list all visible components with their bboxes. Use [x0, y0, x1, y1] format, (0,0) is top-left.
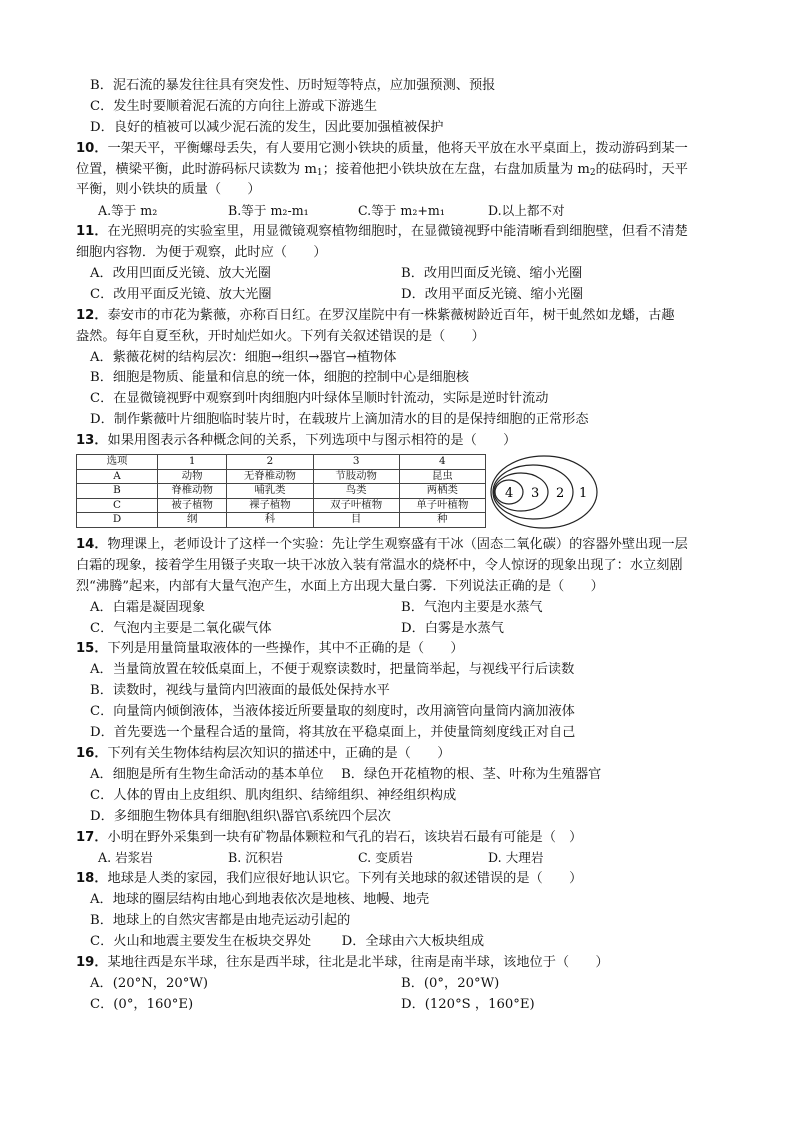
q18-option-b: B．地球上的自然灾害都是由地壳运动引起的 — [90, 913, 351, 929]
q15-number: 15． — [76, 641, 108, 657]
ellipse-label-2: 2 — [556, 486, 565, 502]
table-cell: 节肢动物 — [313, 469, 399, 484]
q13-text: 如果用图表示各种概念间的关系，下列选项中与图示相符的是（ ） — [107, 433, 517, 449]
table-cell: A — [77, 469, 158, 484]
ellipse-label-3: 3 — [531, 486, 540, 502]
q11-option-d: D．改用平面反光镜、缩小光圈 — [401, 286, 584, 302]
q19-option-b: B．(0°，20°W) — [401, 975, 500, 991]
q15-text: 下列是用量筒量取液体的一些操作，其中不正确的是（ ） — [107, 641, 464, 657]
q14-number: 14． — [76, 537, 108, 553]
q19-option-d: D．(120°S ，160°E) — [401, 996, 535, 1012]
table-cell: 鸟类 — [313, 484, 399, 499]
q14-stem-line1 — [76, 535, 724, 556]
q14-option-d: D．白雾是水蒸气 — [401, 620, 504, 636]
q17-options — [76, 848, 724, 869]
q14-option-c: C．气泡内主要是二氧化碳气体 — [90, 620, 272, 636]
table-cell: 3 — [313, 455, 399, 470]
q13-number: 13． — [76, 433, 108, 449]
q13-table — [76, 454, 486, 528]
q19-options-row2 — [76, 995, 724, 1016]
q11-option-a: A．改用凹面反光镜、放大光圈 — [90, 266, 271, 282]
q11-stem-line1 — [76, 222, 724, 243]
q10-stem-line1 — [76, 139, 724, 160]
q11-options-row1 — [76, 264, 724, 285]
q14-options-row2 — [76, 619, 724, 640]
nested-ellipses-diagram — [489, 454, 599, 530]
table-cell: C — [77, 498, 158, 513]
exam-page — [76, 76, 724, 1016]
table-row — [77, 469, 486, 484]
table-cell: 两栖类 — [399, 484, 485, 499]
q19-options-row1 — [76, 974, 724, 995]
q16-option-ab: A．细胞是所有生物生命活动的基本单位 B．绿色开花植物的根、茎、叶称为生殖器官 — [90, 766, 602, 782]
table-cell: B — [77, 484, 158, 499]
q10-text-2a: 位置，横梁平衡，此时游码标尺读数为 m — [76, 161, 317, 177]
table-cell: 哺乳类 — [227, 484, 313, 499]
q11-option-c: C．改用平面反光镜、放大光圈 — [90, 286, 272, 302]
q15-option-a: A．当量筒放置在较低桌面上，不便于观察读数时，把量筒举起，与视线平行后读数 — [90, 662, 575, 678]
table-cell: 脊椎动物 — [158, 484, 227, 499]
table-cell: 选项 — [77, 455, 158, 470]
q9-option-b: B．泥石流的暴发往往具有突发性、历时短等特点，应加强预测、预报 — [90, 78, 496, 93]
q10-stem-line2 — [76, 160, 724, 181]
q15-option-d: D．首先要选一个量程合适的量筒，将其放在平稳桌面上，并使量筒刻度线正对自己 — [90, 725, 576, 741]
table-cell: 科 — [227, 513, 313, 528]
q10-option-b: B.等于 m₂-m₁ — [228, 203, 309, 219]
q14-option-b: B．气泡内主要是水蒸气 — [401, 599, 543, 615]
q11-number: 11． — [76, 224, 108, 240]
table-cell: D — [77, 513, 158, 528]
q19-option-a: A．(20°N，20°W) — [90, 975, 209, 991]
q15-stem-line1 — [76, 639, 724, 660]
table-cell: 双子叶植物 — [313, 498, 399, 513]
q16-text: 下列有关生物体结构层次知识的描述中，正确的是（ ） — [107, 745, 451, 761]
q10-stem-line3: 平衡，则小铁块的质量（ ） — [76, 182, 261, 198]
q11-options-row2 — [76, 285, 724, 306]
q17-number: 17． — [76, 829, 108, 845]
q15-option-b: B．读数时，视线与量筒内凹液面的最低处保持水平 — [90, 683, 390, 699]
table-cell: 纲 — [158, 513, 227, 528]
q18-text: 地球是人类的家园，我们应很好地认识它。下列有关地球的叙述错误的是（ ） — [107, 871, 583, 887]
q10-sub1: 1 — [316, 167, 323, 178]
table-row — [77, 455, 486, 470]
table-cell: 目 — [313, 513, 399, 528]
q11-option-b: B．改用凹面反光镜、缩小光圈 — [401, 266, 583, 282]
q18-option-a: A．地球的圈层结构由地心到地表依次是地核、地幔、地壳 — [90, 892, 430, 908]
table-row — [77, 513, 486, 528]
table-cell: 昆虫 — [399, 469, 485, 484]
q12-option-c: C．在显微镜视野中观察到叶肉细胞内叶绿体呈顺时针流动，实际是逆时针流动 — [90, 391, 549, 407]
q10-options — [76, 201, 724, 222]
q19-option-c: C．(0°，160°E) — [90, 996, 194, 1012]
table-row — [77, 498, 486, 513]
q13-figure — [76, 454, 724, 532]
q9-option-d: D．良好的植被可以减少泥石流的发生，因此要加强植被保护 — [90, 119, 444, 135]
q12-option-d: D．制作紫薇叶片细胞临时装片时，在载玻片上滴加清水的目的是保持细胞的正常形态 — [90, 412, 589, 428]
q14-options-row1 — [76, 598, 724, 619]
q10-number: 10． — [76, 140, 108, 156]
table-row — [77, 484, 486, 499]
table-cell: 无脊椎动物 — [227, 469, 313, 484]
q16-stem-line1 — [76, 744, 724, 765]
q10-text-2c: 的砝码时，天平 — [595, 161, 688, 177]
q18-number: 18． — [76, 871, 108, 887]
q17-option-a: A. 岩浆岩 — [98, 850, 153, 866]
q10-option-c: C.等于 m₂+m₁ — [358, 203, 445, 219]
q10-option-a: A.等于 m₂ — [98, 203, 158, 219]
q10-sub2: 2 — [589, 167, 596, 178]
q16-number: 16． — [76, 745, 108, 761]
table-cell: 种 — [399, 513, 485, 528]
q14-stem-line3: 烈“沸腾”起来，内部有大量气泡产生，水面上方出现大量白雾．下列说法正确的是（ ） — [76, 578, 604, 594]
q18-stem-line1 — [76, 869, 724, 890]
table-cell: 1 — [158, 455, 227, 470]
q19-text: 某地往西是东半球，往东是西半球，往北是北半球，往南是南半球，该地位于（ ） — [107, 954, 609, 970]
q12-number: 12． — [76, 307, 108, 323]
q15-option-c: C．向量筒内倾倒液体，当液体接近所要量取的刻度时，改用滴管向量筒内滴加液体 — [90, 704, 575, 720]
q12-option-b: B．细胞是物质、能量和信息的统一体，细胞的控制中心是细胞核 — [90, 370, 469, 386]
table-cell: 被子植物 — [158, 498, 227, 513]
q14-option-a: A．白霜是凝固现象 — [90, 599, 206, 615]
q12-option-a: A．紫薇花树的结构层次：细胞→组织→器官→植物体 — [90, 349, 397, 365]
q10-text: 一架天平，平衡螺母丢失，有人要用它测小铁块的质量，他将天平放在水平桌面上，拨动游码到某一 — [107, 140, 688, 156]
ellipse-label-1: 1 — [579, 486, 588, 502]
q11-stem-line2: 细胞内容物．为便于观察，此时应（ ） — [76, 245, 327, 261]
q12-stem-line2: 盎然。每年自夏至秋，开时灿烂如火。下列有关叙述错误的是（ ） — [76, 328, 485, 344]
q12-stem-line1 — [76, 306, 724, 327]
q19-number: 19． — [76, 954, 108, 970]
table-cell: 单子叶植物 — [399, 498, 485, 513]
q17-option-d: D. 大理岩 — [488, 850, 544, 866]
q19-stem-line1 — [76, 953, 724, 974]
q10-option-d: D.以上都不对 — [488, 203, 565, 219]
q13-stem-line1 — [76, 431, 724, 452]
q11-text: 在光照明亮的实验室里，用显微镜观察植物细胞时，在显微镜视野中能清晰看到细胞壁，但看不清楚 — [107, 224, 688, 240]
q14-stem-line2: 白霜的现象，接着学生用镊子夹取一块干冰放入装有常温水的烧杯中，令人惊讶的现象出现了：水立刻剧 — [76, 557, 683, 573]
ellipse-3 — [494, 473, 548, 511]
table-cell: 裸子植物 — [227, 498, 313, 513]
q16-option-c: C．人体的胃由上皮组织、肌肉组织、结缔组织、神经组织构成 — [90, 787, 457, 803]
q17-stem-line1 — [76, 828, 724, 849]
q17-option-b: B. 沉积岩 — [228, 850, 284, 866]
ellipse-label-4: 4 — [505, 486, 514, 502]
q10-text-2b: ；接着他把小铁块放在左盘，右盘加质量为 m — [322, 161, 590, 177]
table-cell: 2 — [227, 455, 313, 470]
q17-text: 小明在野外采集到一块有矿物晶体颗粒和气孔的岩石，该块岩石最有可能是（ ） — [107, 829, 583, 845]
q12-text: 泰安市的市花为紫薇，亦称百日红。在罗汉崖院中有一株紫薇树龄近百年，树干虬然如龙蟠，古趣 — [107, 307, 675, 323]
table-cell: 动物 — [158, 469, 227, 484]
table-cell: 4 — [399, 455, 485, 470]
q9-option-c: C．发生时要顺着泥石流的方向往上游或下游逃生 — [90, 98, 378, 114]
q14-text: 物理课上，老师设计了这样一个实验：先让学生观察盛有干冰（固态二氧化碳）的容器外壁出现一层 — [107, 537, 688, 553]
q16-option-d: D．多细胞生物体具有细胞\组织\器官\系统四个层次 — [90, 808, 391, 824]
q17-option-c: C. 变质岩 — [358, 850, 413, 866]
q18-option-cd: C．火山和地震主要发生在板块交界处 D．全球由六大板块组成 — [90, 933, 485, 949]
